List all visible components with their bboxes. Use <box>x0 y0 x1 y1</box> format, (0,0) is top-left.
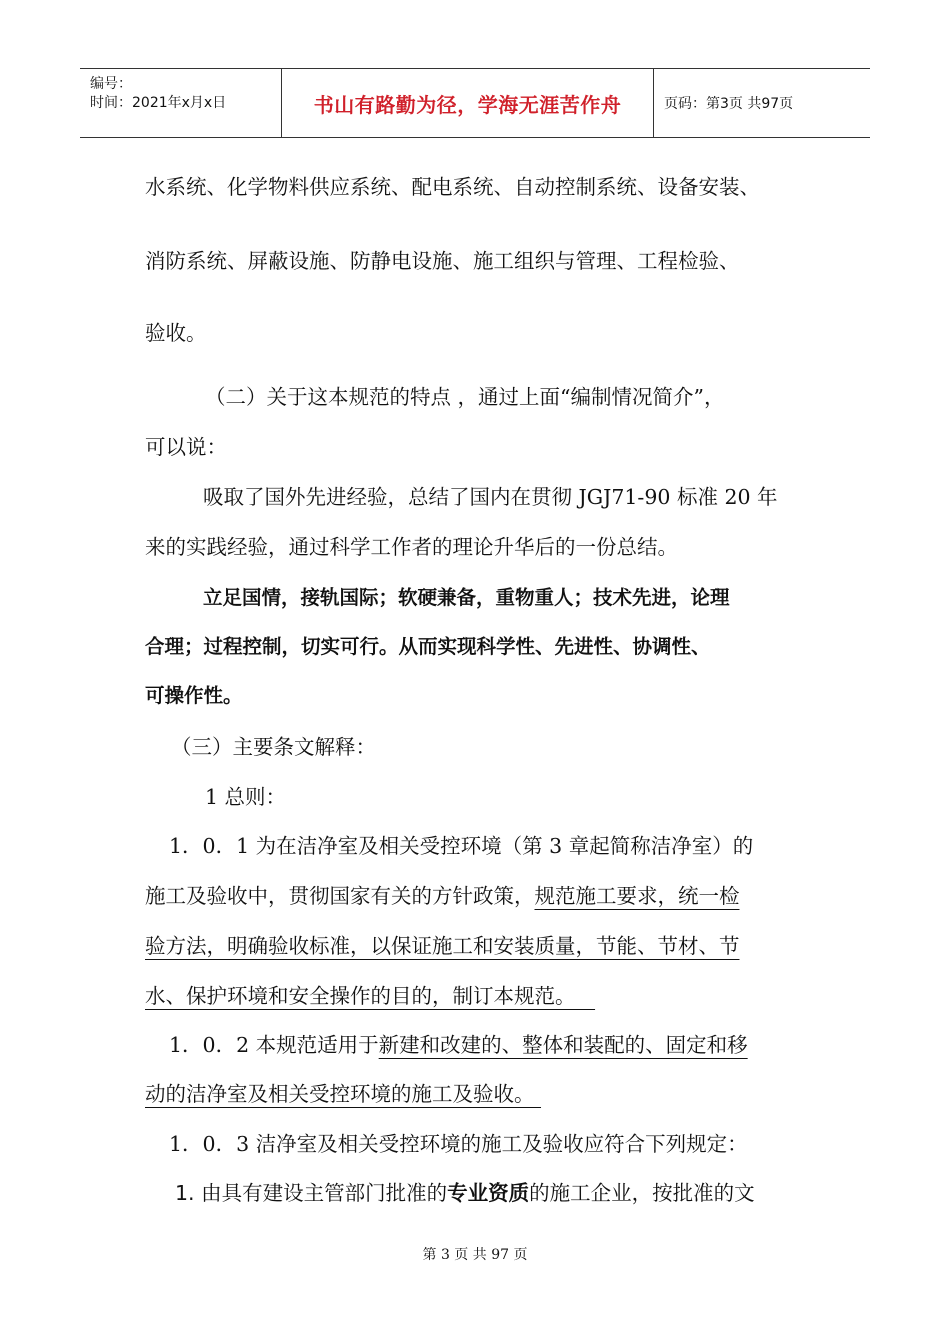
clause-list-item <box>175 1180 755 1206</box>
clause-text: 的施工企业，按批准的文 <box>529 1181 755 1205</box>
clause-1-0-3: 1．0．3 洁净室及相关受控环境的施工及验收应符合下列规定： <box>169 1132 748 1156</box>
header-motto-cell <box>282 69 654 137</box>
document-number-label: 编号： <box>90 76 132 92</box>
bold-summary-line: 立足国情，接轨国际；软硬兼备，重物重人；技术先进，论理 <box>203 586 730 609</box>
header-page-cell <box>654 69 870 137</box>
bold-summary-line: 合理；过程控制，切实可行。从而实现科学性、先进性、协调性、 <box>145 635 711 658</box>
document-header <box>80 68 870 138</box>
list-item-number: 1. <box>175 1181 195 1205</box>
underlined-text: 新建和改建的、整体和装配的、固定和移 <box>378 1033 748 1057</box>
underlined-clause-line: 验方法，明确验收标准，以保证施工和安装质量，节能、节材、节 <box>145 934 740 958</box>
underlined-clause-line: 水、保护环境和安全操作的目的，制订本规范。 <box>145 984 596 1008</box>
clause-text: 由具有建设主管部门批准的 <box>194 1181 448 1205</box>
bold-summary-line: 可操作性。 <box>145 684 243 707</box>
header-meta-cell <box>80 69 282 137</box>
paragraph-line: 吸取了国外先进经验，总结了国内在贯彻 JGJ71-90 标准 20 年 <box>203 485 778 509</box>
paragraph-line: 消防系统、屏蔽设施、防静电设施、施工组织与管理、工程检验、 <box>145 249 740 273</box>
clause-text-line <box>145 883 740 909</box>
clause-1-0-1: 1．0．1 为在洁净室及相关受控环境（第 3 章起简称洁净室）的 <box>169 834 754 858</box>
clause-text: 1．0．2 本规范适用于 <box>169 1033 379 1057</box>
header-page-number: 页码：第3页 共97页 <box>664 96 794 112</box>
clause-text: 施工及验收中，贯彻国家有关的方针政策， <box>145 884 535 908</box>
paragraph-line: 来的实践经验，通过科学工作者的理论升华后的一份总结。 <box>145 535 678 559</box>
paragraph-line: 可以说： <box>145 435 227 459</box>
section-heading-features: （二）关于这本规范的特点 ，通过上面“编制情况简介”， <box>205 385 725 409</box>
section-heading-clauses: （三）主要条文解释： <box>171 735 376 759</box>
paragraph-line: 验收。 <box>145 321 207 345</box>
page-footer: 第 3 页 共 97 页 <box>422 1247 528 1263</box>
clause-1-0-2 <box>169 1032 748 1058</box>
paragraph-line: 水系统、化学物料供应系统、配电系统、自动控制系统、设备安装、 <box>145 175 760 199</box>
header-motto: 书山有路勤为径，学海无涯苦作舟 <box>313 92 622 117</box>
underlined-clause-line: 动的洁净室及相关受控环境的施工及验收。 <box>145 1082 542 1106</box>
underlined-text: 规范施工要求，统一检 <box>534 884 740 908</box>
bold-term: 专业资质 <box>447 1181 530 1205</box>
document-date-label: 时间：2021年x月x日 <box>90 95 227 111</box>
chapter-heading-general: 1 总则： <box>205 785 287 809</box>
